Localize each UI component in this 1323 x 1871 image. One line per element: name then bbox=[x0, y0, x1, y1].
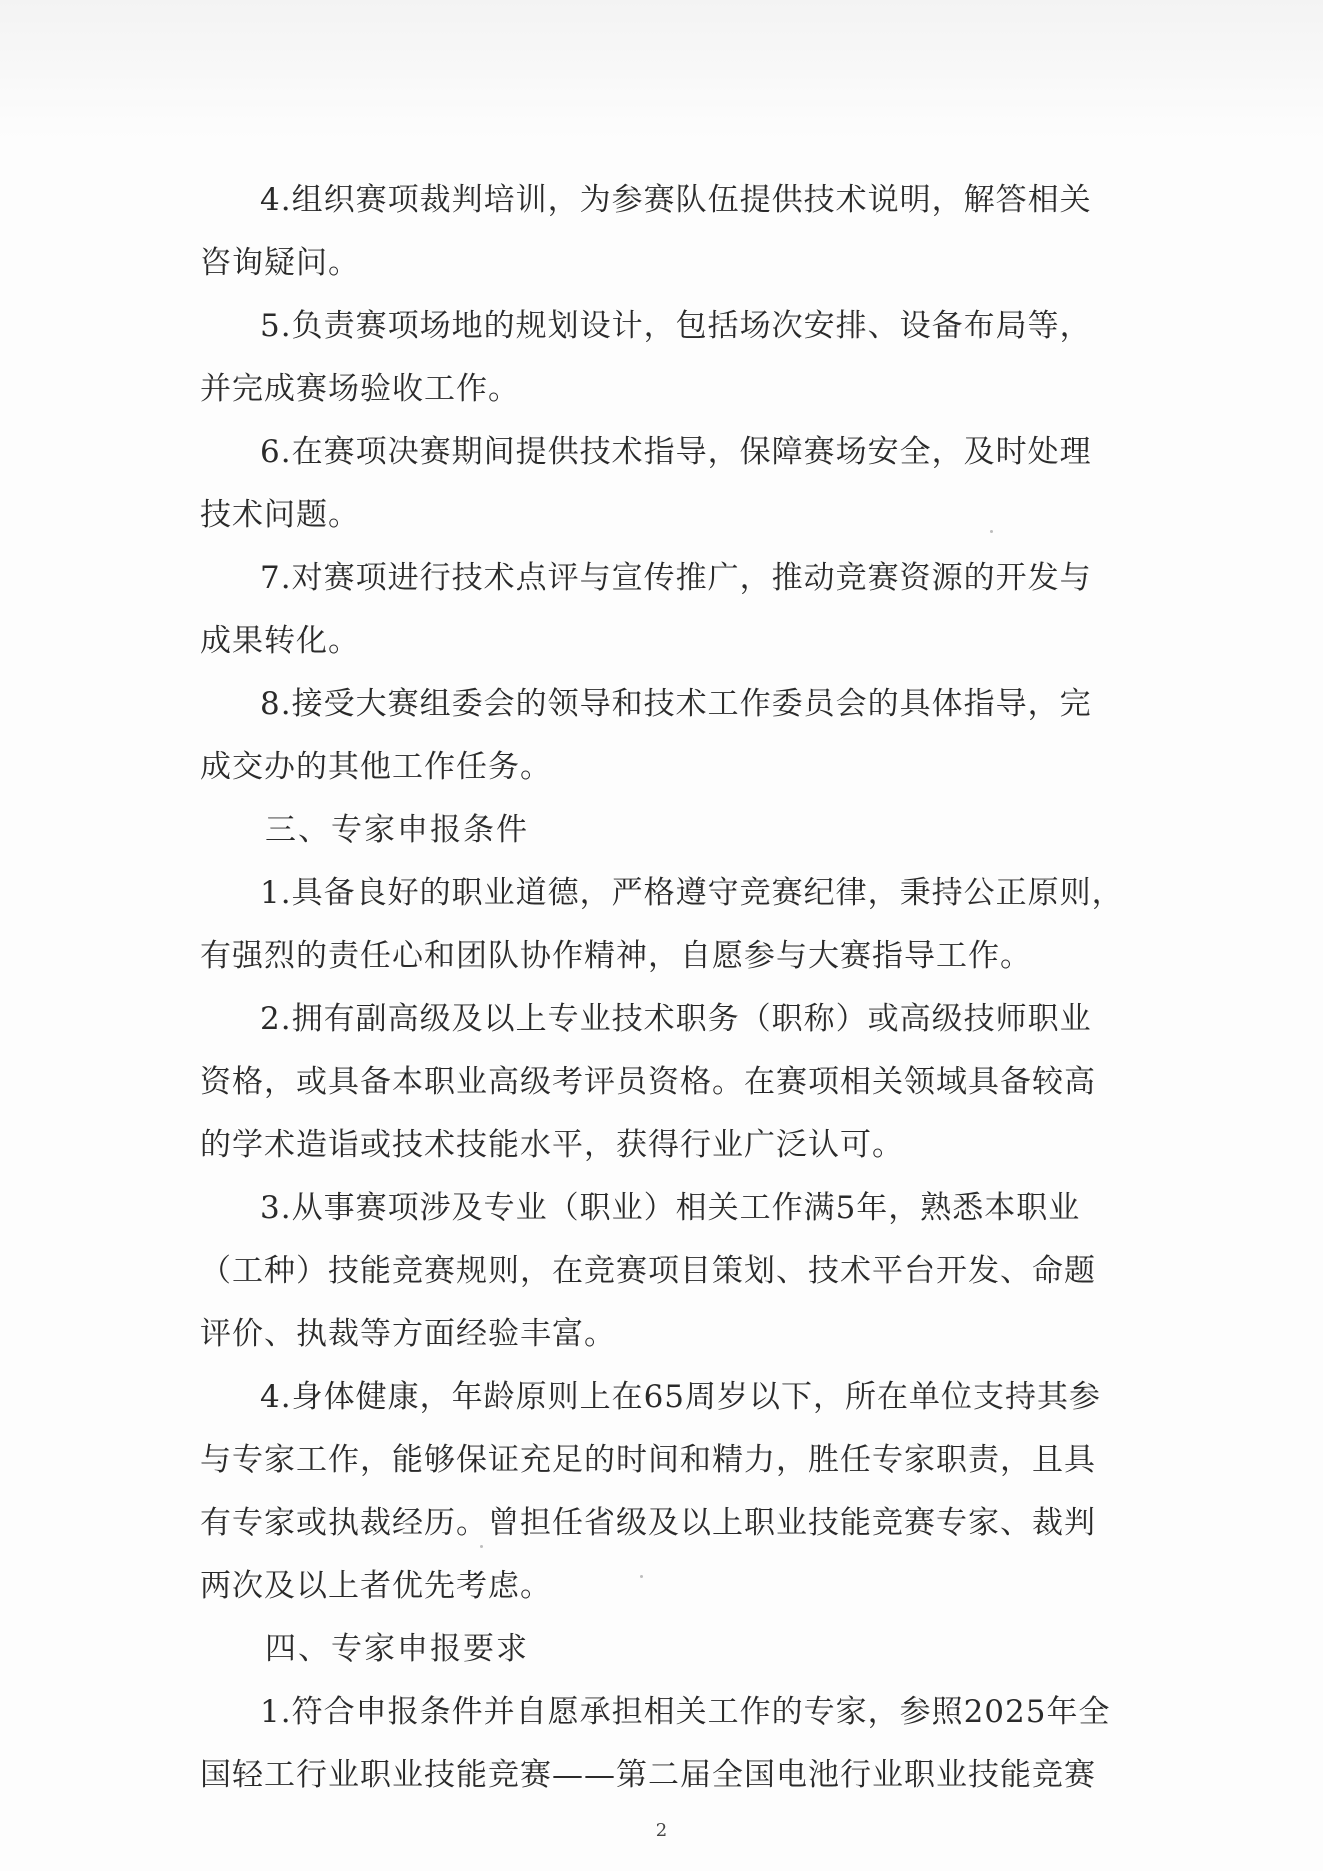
paragraph-line: 国轻工行业职业技能竞赛——第二届全国电池行业职业技能竞赛 bbox=[200, 1757, 1096, 1793]
paragraph-line: 4.组织赛项裁判培训，为参赛队伍提供技术说明，解答相关 bbox=[260, 182, 1092, 218]
scan-speck bbox=[990, 530, 993, 533]
paragraph-line: 4.身体健康，年龄原则上在65周岁以下，所在单位支持其参 bbox=[260, 1379, 1102, 1415]
paragraph-line: 7.对赛项进行技术点评与宣传推广，推动竞赛资源的开发与 bbox=[260, 560, 1092, 596]
paragraph-line: 有强烈的责任心和团队协作精神，自愿参与大赛指导工作。 bbox=[200, 938, 1032, 974]
paragraph-line: 2.拥有副高级及以上专业技术职务（职称）或高级技师职业 bbox=[260, 1001, 1092, 1037]
paragraph-line: 1.符合申报条件并自愿承担相关工作的专家，参照2025年全 bbox=[260, 1694, 1111, 1730]
paragraph-line: 3.从事赛项涉及专业（职业）相关工作满5年，熟悉本职业 bbox=[260, 1190, 1081, 1226]
paragraph-line: 资格，或具备本职业高级考评员资格。在赛项相关领域具备较高 bbox=[200, 1064, 1096, 1100]
paragraph-line: 两次及以上者优先考虑。 bbox=[200, 1568, 552, 1604]
paragraph-line: 评价、执裁等方面经验丰富。 bbox=[200, 1316, 616, 1352]
paragraph-line: （工种）技能竞赛规则，在竞赛项目策划、技术平台开发、命题 bbox=[200, 1253, 1096, 1289]
section-heading-3: 三、专家申报条件 bbox=[265, 812, 529, 848]
paragraph-line: 技术问题。 bbox=[200, 497, 360, 533]
scan-shadow bbox=[0, 0, 1323, 140]
paragraph-line: 咨询疑问。 bbox=[200, 245, 360, 281]
paragraph-line: 6.在赛项决赛期间提供技术指导，保障赛场安全，及时处理 bbox=[260, 434, 1092, 470]
paragraph-line: 有专家或执裁经历。曾担任省级及以上职业技能竞赛专家、裁判 bbox=[200, 1505, 1096, 1541]
paragraph-line: 5.负责赛项场地的规划设计，包括场次安排、设备布局等， bbox=[260, 308, 1092, 344]
section-heading-4: 四、专家申报要求 bbox=[265, 1631, 529, 1667]
scan-speck bbox=[480, 1545, 483, 1548]
paragraph-line: 8.接受大赛组委会的领导和技术工作委员会的具体指导，完 bbox=[260, 686, 1092, 722]
paragraph-line: 成交办的其他工作任务。 bbox=[200, 749, 552, 785]
scan-speck bbox=[640, 1575, 643, 1578]
paragraph-line: 成果转化。 bbox=[200, 623, 360, 659]
paragraph-line: 并完成赛场验收工作。 bbox=[200, 371, 520, 407]
paragraph-line: 与专家工作，能够保证充足的时间和精力，胜任专家职责，且具 bbox=[200, 1442, 1096, 1478]
paragraph-line: 1.具备良好的职业道德，严格遵守竞赛纪律，秉持公正原则， bbox=[260, 875, 1124, 911]
paragraph-line: 的学术造诣或技术技能水平，获得行业广泛认可。 bbox=[200, 1127, 904, 1163]
page-number: 2 bbox=[655, 1820, 668, 1841]
